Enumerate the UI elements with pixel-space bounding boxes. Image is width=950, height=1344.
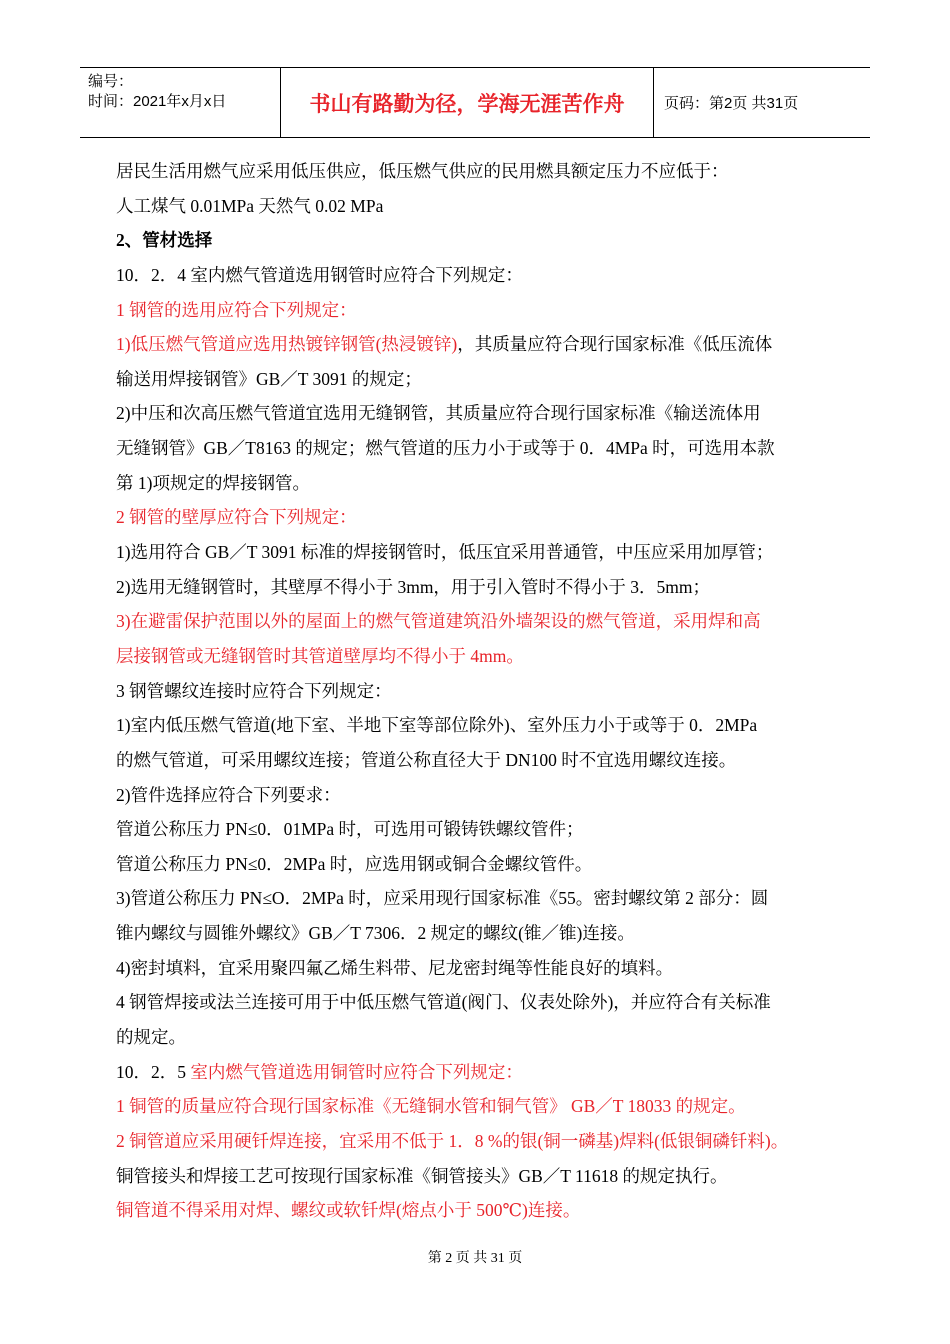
header-page-info: 页码：第2页 共31页 [664,95,799,112]
text-line-highlight: 1 铜管的质量应符合现行国家标准《无缝铜水管和铜气管》 GB／T 18033 的规定。 [116,1096,746,1117]
text-line [116,327,856,362]
text-line: 1)选用符合 GB／T 3091 标准的焊接钢管时，低压宜采用普通管，中压应采用加厚管； [116,542,774,563]
text-line: 的燃气管道，可采用螺纹连接；管道公称直径大于 DN100 时不宜选用螺纹连接。 [116,749,737,770]
text-line-highlight: 层接钢管或无缝钢管时其管道壁厚均不得小于 4mm。 [116,645,524,666]
text-line: 2)中压和次高压燃气管道宜选用无缝钢管，其质量应符合现行国家标准《输送流体用 [116,403,761,424]
page-footer: 第 2 页 共 31 页 [427,1251,523,1266]
text-part: 在避雷保护范围以外的屋面上的燃气管道建筑沿外墙架设的燃气管道，采用焊和高 [130,611,761,632]
text-line: 3 钢管螺纹连接时应符合下列规定： [116,680,392,701]
text-line: 2)选用无缝钢管时，其壁厚不得小于 3mm，用于引入管时不得小于 3．5mm； [116,576,711,597]
text-line-highlight: 2 铜管道应采用硬钎焊连接，宜采用不低于 1．8 %的银(铜一磷基)焊料(低银铜磷钎料)。 [116,1130,789,1151]
text-highlight: 室内燃气管道选用铜管时应符合下列规定： [190,1061,523,1082]
text-line: 4)密封填料，宜采用聚四氟乙烯生料带、尼龙密封绳等性能良好的填料。 [116,957,674,978]
document-number-label: 编号： [88,73,134,90]
text-line: 无缝钢管》GB／T8163 的规定；燃气管道的压力小于或等于 0．4MPa 时，可选用本款 [116,438,775,459]
text-line-highlight: 2 钢管的壁厚应符合下列规定： [116,507,357,528]
text-line: 第 1)项规定的焊接钢管。 [116,472,310,493]
page-header [80,67,870,138]
text-line-highlight: 铜管道不得采用对焊、螺纹或软钎焊(熔点小于 500℃)连接。 [116,1200,581,1221]
text-line-highlight [116,604,856,639]
text-line: 居民生活用燃气应采用低压供应，低压燃气供应的民用燃具额定压力不应低于： [116,161,729,181]
text-line: 3)管道公称压力 PN≤O．2MPa 时，应采用现行国家标准《55。密封螺纹第 2 部分：圆 [116,888,769,909]
clause-heading: 10．2．4 室内燃气管道选用钢管时应符合下列规定： [116,264,523,285]
text-line: 管道公称压力 PN≤0．2MPa 时，应选用钢或铜合金螺纹管件。 [116,853,593,874]
text-part: 3) [116,611,131,632]
header-info [80,68,281,137]
section-heading: 2、管材选择 [116,230,213,251]
text-line-highlight: 1 钢管的选用应符合下列规定： [116,299,357,320]
clause-heading [116,1055,856,1090]
clause-number: 10．2．5 [116,1061,191,1082]
document-date: 时间：2021年x月x日 [88,93,227,110]
text-line: 管道公称压力 PN≤0．01MPa 时，可选用可锻铸铁螺纹管件； [116,819,584,840]
header-motto: 书山有路勤为径，学海无涯苦作舟 [281,68,654,137]
text-highlight: 1)低压燃气管道应选用热镀锌钢管(热浸镀锌) [116,334,458,355]
text-line: 的规定。 [116,1027,186,1048]
text-line: 输送用焊接钢管》GB／T 3091 的规定； [116,368,422,389]
text-line: 铜管接头和焊接工艺可按现行国家标准《铜管接头》GB／T 11618 的规定执行。 [116,1165,728,1186]
text-line: 2)管件选择应符合下列要求： [116,784,341,805]
text-line: 1)室内低压燃气管道(地下室、半地下室等部位除外)、室外压力小于或等于 0．2MPa [116,715,758,736]
text-normal: ，其质量应符合现行国家标准《低压流体 [457,334,773,355]
text-line: 人工煤气 0.01MPa 天然气 0.02 MPa [116,195,384,216]
document-body [116,154,856,1228]
text-line: 锥内螺纹与圆锥外螺纹》GB／T 7306．2 规定的螺纹(锥／锥)连接。 [116,923,635,944]
text-line: 4 钢管焊接或法兰连接可用于中低压燃气管道(阀门、仪表处除外)，并应符合有关标准 [116,992,771,1013]
